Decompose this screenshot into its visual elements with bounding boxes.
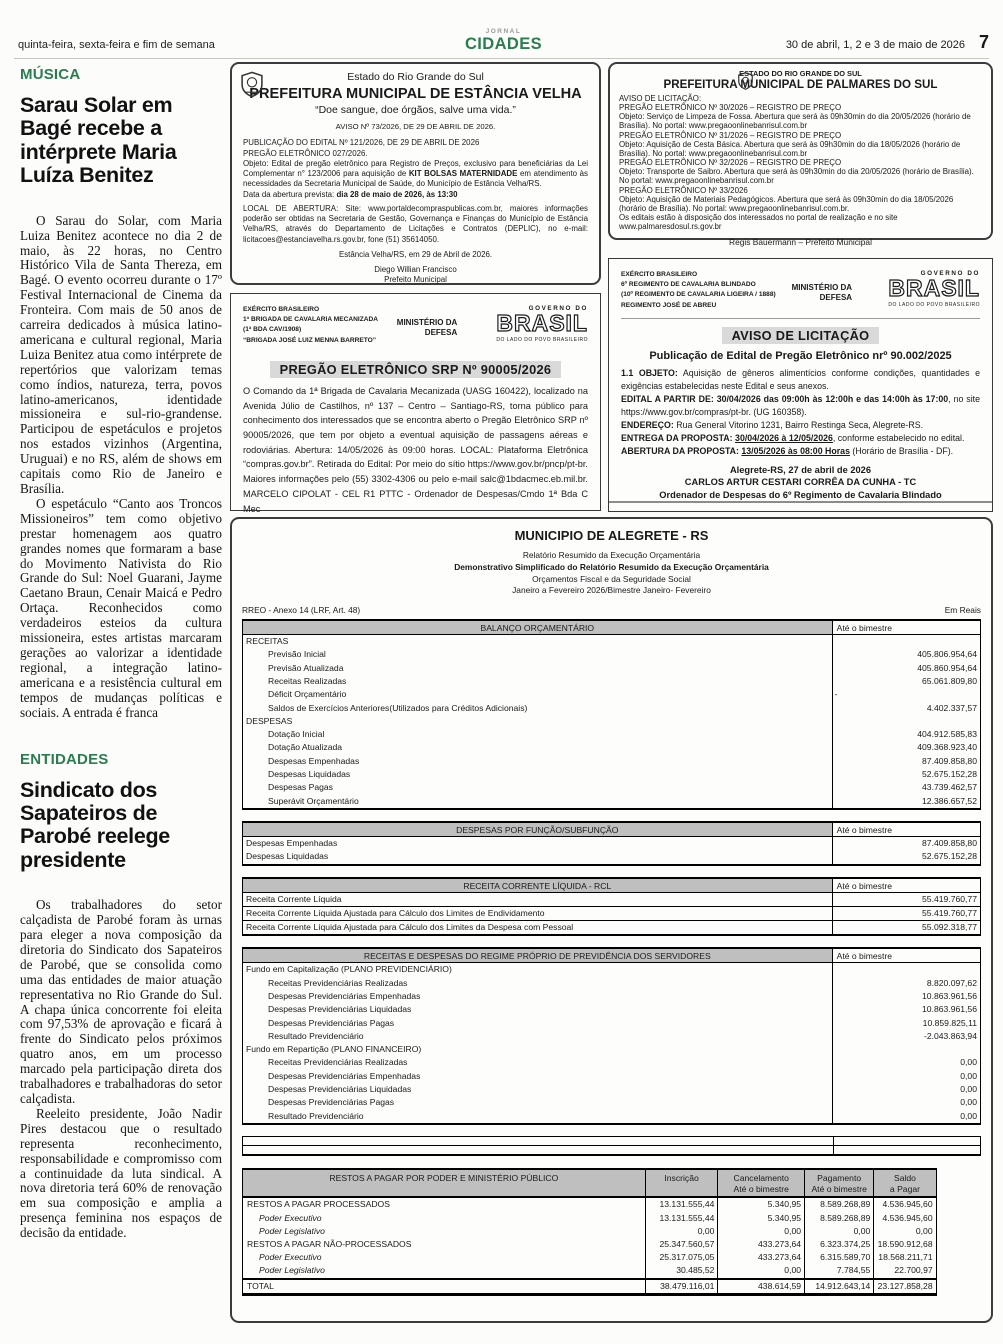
org-line: 6º REGIMENTO DE CAVALARIA BLINDADO: [621, 281, 756, 289]
aviso-line: AVISO Nº 73/2026, DE 29 DE ABRIL DE 2026.: [335, 122, 496, 132]
row-value: 87.409.858,80: [922, 837, 977, 848]
cell-pagamento: 6.323.374,25: [804, 1238, 873, 1251]
article-paragraph: O Sarau do Solar, com Maria Luiza Benitez acontece no dia 2 de maio, às 22 horas, no Centro Histórico Vila de Santa Thereza, em Bagé. O evento ocorreu durante o 17º Festival Internacional de Cinema da Fronteira. Com mais de 50 anos de carreira dedicados à música latino-americana e cultural regional, Maria Luiza Benitez atua como intérprete de repertórios que valorizam temas como índios, natureza, terra, povos latino-americanos, identidade missioneira e sul-rio-grandense. Participou de espetáculos e projetos nos estados vizinhos (Argentina, Uruguai) e no RS, além de shows em capitais como Rio de Janeiro e Brasília.: [20, 212, 222, 496]
row-value: 52.675.152,28: [922, 851, 977, 862]
rreo-report-alegrete: [230, 517, 993, 1323]
table-row: [243, 963, 980, 976]
row-label: RESTOS A PAGAR PROCESSADOS: [247, 1199, 390, 1210]
row-label: Receita Corrente Líquida: [243, 893, 833, 906]
row-label: Despesas Previdenciárias Empenhadas: [243, 1070, 833, 1083]
row-value: 0,00: [960, 1110, 977, 1121]
pregao-srp-title: PREGÃO ELETRÔNICO SRP Nº 90005/2026: [270, 361, 562, 378]
cell-inscricao: 13.131.555,44: [645, 1212, 718, 1225]
prefeitura-name: PREFEITURA MUNICIPAL DE PALMARES DO SUL: [663, 78, 938, 91]
cell-cancelamento: 5.340,95: [717, 1198, 804, 1211]
row-label: Despesas Liquidadas: [243, 850, 833, 863]
row-value: [833, 635, 980, 648]
row-value: [833, 715, 980, 728]
licitacao-line: PREGÃO ELETRÔNICO Nº 32/2026 – REGISTRO DE PREÇO: [619, 158, 842, 168]
col-line2: Até o bimestre: [811, 1183, 867, 1194]
table-row: [243, 755, 980, 768]
gov-top-line: GOVERNO DO: [528, 305, 588, 312]
cell-inscricao: 38.479.116,01: [645, 1280, 718, 1293]
row-label: TOTAL: [247, 1280, 274, 1291]
row-label: RECEITAS: [243, 635, 833, 648]
ministry-block: [792, 283, 852, 302]
table-header: [243, 947, 980, 963]
row-label: RESTOS A PAGAR NÃO-PROCESSADOS: [247, 1239, 412, 1250]
col-line1: Cancelamento: [733, 1172, 789, 1183]
table-row: [243, 728, 980, 741]
paragraph-underlined: 30/04/2026 à 12/05/2026: [735, 432, 833, 443]
row-label: Superávit Orçamentário: [243, 795, 833, 808]
table-row: [243, 990, 980, 1003]
cell-saldo: 18.568.211,71: [873, 1251, 935, 1264]
col-inscricao: [645, 1170, 718, 1196]
table-header-col: Até o bimestre: [836, 824, 892, 835]
state-line: Estado do Rio Grande do Sul: [347, 71, 484, 83]
table-header-col: Até o bimestre: [836, 623, 892, 634]
notice-exercito-brigada: [230, 293, 601, 514]
masthead: [18, 28, 989, 56]
paragraph-label: ABERTURA DA PROPOSTA:: [621, 445, 742, 456]
licitacao-line: PREGÃO ELETRÔNICO Nº 33/2026: [619, 185, 748, 195]
row-value: 404.912.585,83: [917, 729, 977, 740]
table-row: [243, 1278, 936, 1293]
signer-name: CARLOS ARTUR CESTARI CORRÊA DA CUNHA - TC: [684, 477, 917, 488]
row-label: Previsão Atualizada: [243, 662, 833, 675]
col-line1: Pagamento: [817, 1172, 862, 1183]
table-despesas-funcao: [242, 821, 981, 866]
aviso-licitacao-title: AVISO DE LICITAÇÃO: [722, 327, 880, 344]
data-abertura-line: [243, 190, 588, 200]
licitacao-line: Objeto: Serviço de Limpeza de Fossa. Abertura que será às 09h30min do dia 20/05/2026 (horário de Brasília). No portal: www.pregaoonlinebanrisul.com.br: [619, 112, 971, 131]
table-body: [243, 1198, 936, 1294]
row-label: Resultado Previdenciário: [243, 1110, 833, 1123]
paragraph-text: , conforme estabelecido no edital.: [832, 432, 965, 443]
row-label: Resultado Previdenciário: [243, 1030, 833, 1043]
table-row: [243, 688, 980, 701]
editorial-column: [20, 66, 222, 1241]
row-label: Saldos de Exercícios Anteriores(Utilizados para Créditos Adicionais): [243, 702, 833, 715]
brasil-wordmark: BRASIL: [496, 310, 588, 336]
article-paragraph: Reeleito presidente, João Nadir Pires destacou que o resultado representa reconhecimento, responsabilidade e compromisso com a continuidade da luta sindical. A nova diretoria terá 60% de renovação em sua composição e amplia a presença feminina nos espaços de decisão da entidade.: [20, 1105, 222, 1241]
row-label: Despesas Previdenciárias Pagas: [243, 1017, 833, 1030]
row-value: 4.402.337,57: [926, 702, 977, 713]
row-label: Fundo em Repartição (PLANO FINANCEIRO): [243, 1043, 833, 1056]
table-header: [243, 877, 980, 893]
org-line: (1ª BDA CAV/1908): [243, 326, 302, 334]
objeto-line: [243, 159, 588, 190]
licitacao-line: Objeto: Aquisição de Cesta Básica. Abertura que será às 09h30min do dia 18/05/2026 (horário de Brasília). No portal: www.pregaoonlinebanrisul.com.br: [619, 139, 961, 158]
row-value: 0,00: [960, 1057, 977, 1068]
paragraph-label: ENTREGA DA PROPOSTA:: [621, 432, 736, 443]
cell-inscricao: 0,00: [645, 1225, 718, 1238]
table-previdencia: [242, 947, 981, 1125]
row-label: Despesas Empenhadas: [243, 837, 833, 850]
data-abertura-value: dia 28 de maio de 2026, às 13:30: [336, 189, 458, 199]
gov-top-line: GOVERNO DO: [920, 270, 980, 277]
col-line2: Até o bimestre: [733, 1183, 789, 1194]
table-restos-a-pagar: [242, 1168, 937, 1296]
table-header-col: Até o bimestre: [836, 880, 892, 891]
table-row: [243, 1212, 936, 1225]
cell-cancelamento: 433.273,64: [717, 1238, 804, 1251]
row-value: 0,00: [960, 1084, 977, 1095]
row-label: Poder Executivo: [259, 1252, 322, 1263]
row-label: Despesas Previdenciárias Empenhadas: [243, 990, 833, 1003]
col-saldo: [873, 1170, 935, 1196]
table-row: [243, 1070, 980, 1083]
edition-date: 30 de abril, 1, 2 e 3 de maio de 2026: [785, 39, 965, 51]
article-paragraph: Os trabalhadores do setor calçadista de Parobé foram às urnas para eleger a nova composição da diretoria do Sindicato dos Sapateiros de Parobé, que se consolida como uma das entidades de maior atuação representativa no Rio Grande do Sul. A chapa única concorrente foi eleita com 97,53% de aprovação e ficará à frente do Sindicato pelos próximos quatro anos, em um processo marcado pela participação direta dos trabalhadores e trabalhadoras do setor calçadista.: [20, 897, 222, 1106]
cell-saldo: 23.127.858,28: [873, 1280, 935, 1293]
table-row: [243, 1198, 936, 1211]
cell-saldo: 18.590.912,68: [873, 1238, 935, 1251]
table-row: [243, 662, 980, 675]
table-header-label: BALANÇO ORÇAMENTÁRIO: [243, 621, 833, 634]
row-value: 10.863.961,56: [922, 1004, 977, 1015]
army-org-block: [621, 270, 776, 311]
cell-cancelamento: 438.614,59: [717, 1280, 804, 1293]
row-value: 12.386.657,52: [922, 795, 977, 806]
data-abertura-label: Data da abertura prevista:: [243, 189, 337, 199]
table-row: [243, 1056, 980, 1069]
org-line: (10º REGIMENTO DE CAVALARIA LIGEIRA / 1888): [621, 291, 776, 299]
signer-title: Ordenador de Despesas do 6º Regimento de Cavalaria Blindado: [659, 489, 942, 500]
paragraph-text: (Horário de Brasília - DF).: [849, 445, 954, 456]
table-row: [243, 1264, 936, 1277]
state-line: ESTADO DO RIO GRANDE DO SUL: [739, 69, 862, 78]
paragraph-text: , no site https://www.gov.br/compras/pt-br. (UG 160358).: [621, 393, 980, 417]
edition-days: quinta-feira, sexta-feira e fim de semana: [18, 39, 215, 51]
ministry-line2: DEFESA: [424, 327, 458, 337]
cell-cancelamento: 433.273,64: [717, 1251, 804, 1264]
cell-inscricao: 30.485,52: [645, 1264, 718, 1277]
row-label: Receitas Previdenciárias Realizadas: [243, 1056, 833, 1069]
row-value: 43.739.462,57: [922, 782, 977, 793]
table-row: [243, 850, 980, 863]
row-label: Poder Legislativo: [259, 1265, 325, 1276]
pregao-srp-body: O Comando da 1ª Brigada de Cavalaria Mecanizada (UASG 160422), localizado na Avenida Júlio de Castilhos, nº 137 – Centro – Santiago-RS, torna público para conhecimento dos interessados que se encontra aberto o Pregão Eletrônico SRP nº 90005/2026, que tem por objeto a eventual aquisição de passagens aéreas e rodoviárias. Abertura: 14/05/2026 às 09:00 horas. LOCAL: Plataforma Eletrônica “compras.gov.br”. Retirada do Edital: Por meio do sítio https://www.gov.br/pncp/pt-br. Maiores informações pelo (55) 3302-4306 ou pelo e-mail salc@1bdacmec.eb.mil.br. MARCELO CIPOLAT - CEL R1 PTTC - Ordenador de Despesas/Cmdo 1ª Bda C Mec: [243, 385, 588, 514]
logo-kicker: JORNAL: [485, 28, 522, 35]
report-meta: [242, 605, 981, 615]
paragraph-label: 1.1 OBJETO:: [621, 368, 678, 379]
table-header: [243, 1168, 936, 1198]
table-row: [243, 635, 980, 648]
paragraph-label: EDITAL A PARTIR DE: 30/04/2026 das 09:00h às 12:00h e das 14:00h às 17:00: [621, 393, 949, 404]
slogan: “Doe sangue, doe órgãos, salve uma vida.”: [315, 103, 516, 116]
cell-inscricao: 13.131.555,44: [645, 1198, 718, 1211]
signer-title: Prefeito Municipal: [384, 275, 447, 285]
row-value: 55.419.760,77: [922, 907, 977, 918]
army-org-block: [243, 305, 378, 346]
table-row: [243, 1003, 980, 1016]
table-header-label: RESTOS A PAGAR POR PODER E MINISTÉRIO PÚBLICO: [329, 1172, 559, 1183]
signature-block: [243, 265, 588, 286]
governo-brasil-logo: [868, 270, 980, 308]
section-label-entidades: ENTIDADES: [20, 750, 109, 768]
pregao-line: PREGÃO ELETRÔNICO 027/2026.: [243, 148, 368, 158]
table-row: [243, 1225, 936, 1238]
table-row: [243, 1043, 980, 1056]
cell-cancelamento: 0,00: [717, 1264, 804, 1277]
notice-palmares: [608, 62, 993, 248]
row-label: Despesas Previdenciárias Liquidadas: [243, 1083, 833, 1096]
table-row: [243, 1238, 936, 1251]
licitacao-line: AVISO DE LICITAÇÃO:: [619, 94, 702, 103]
row-value: 10.863.961,56: [922, 991, 977, 1001]
licitacao-lines: [619, 94, 982, 231]
org-line: REGIMENTO JOSÉ DE ABREU: [621, 301, 717, 309]
col-line2: a Pagar: [889, 1183, 921, 1194]
cell-pagamento: 8.589.268,89: [804, 1198, 873, 1211]
objeto-text-post: em atendimento às necessidades da Secretaria Municipal de Saúde, do Município de Estância Velha/RS.: [243, 169, 588, 189]
cell-pagamento: 14.912.643,14: [804, 1280, 873, 1293]
row-value: -: [834, 689, 838, 700]
table-balanco-orcamentario: [242, 619, 981, 810]
cell-saldo: 0,00: [873, 1225, 935, 1238]
edital-paragraphs: [621, 367, 980, 457]
org-line: EXÉRCITO BRASILEIRO: [243, 306, 320, 313]
signer-name: Diego Willian Francisco: [374, 265, 457, 275]
table-rcl: [242, 877, 981, 937]
paragraph-text: Aquisição de gêneros alimentícios conforme condições, quantidades e exigências estabelecidas neste Edital e seus anexos.: [621, 368, 980, 392]
row-value: 65.061.809,80: [922, 675, 977, 686]
page-number: 7: [978, 32, 989, 52]
row-label: Receitas Previdenciárias Realizadas: [243, 977, 833, 990]
edital-paragraph: [621, 367, 980, 393]
col-line1: Saldo: [893, 1172, 916, 1183]
brasil-wordmark: BRASIL: [888, 275, 980, 301]
table-row: [243, 702, 980, 715]
row-label: Receitas Realizadas: [243, 675, 833, 688]
row-label: Fundo em Capitalização (PLANO PREVIDENCIÁRIO): [243, 963, 833, 976]
row-value: 52.675.152,28: [922, 769, 977, 780]
row-value: 55.419.760,77: [922, 893, 977, 904]
footer-bar: [609, 501, 992, 503]
empty-table-stub: [242, 1136, 981, 1156]
palmares-crest-icon: [738, 72, 753, 90]
table-body: [243, 635, 980, 810]
publicacao-line: PUBLICAÇÃO DO EDITAL Nº 121/2026, DE 29 DE ABRIL DE 2026: [243, 138, 480, 148]
logo-title: CIDADES: [464, 35, 543, 53]
signature-block: [621, 464, 980, 502]
row-label: Dotação Inicial: [243, 728, 833, 741]
row-label: Dotação Atualizada: [243, 741, 833, 754]
edital-paragraph: [621, 445, 980, 458]
org-line: “BRIGADA JOSÉ LUIZ MENNA BARRETO”: [243, 336, 377, 344]
gov-slogan: DO LADO DO POVO BRASILEIRO: [888, 302, 980, 308]
cell-inscricao: 25.317.075,05: [645, 1251, 718, 1264]
row-value: 87.409.858,80: [922, 755, 977, 766]
col-line1: Inscrição: [664, 1172, 699, 1183]
licitacao-line: PREGÃO ELETRÔNICO Nº 31/2026 – REGISTRO DE PREÇO: [619, 130, 842, 140]
row-value: 55.092.318,77: [922, 922, 977, 933]
cell-pagamento: 6.315.589,70: [804, 1251, 873, 1264]
paragraph-text: Rua General Vitorino 1231, Bairro Restinga Seca, Alegrete-RS.: [673, 419, 924, 430]
edital-paragraph: [621, 393, 980, 419]
currency-label: Em Reais: [944, 605, 981, 616]
report-subtitle-bold: Demonstrativo Simplificado do Relatório Resumido da Execução Orçamentária: [454, 561, 769, 572]
row-value: 405.860.954,64: [917, 662, 977, 673]
governo-brasil-logo: [476, 305, 588, 343]
report-scope: Orçamentos Fiscal e da Seguridade Social: [532, 573, 691, 584]
row-label: Receita Corrente Líquida Ajustada para Cálculo dos Limites de Endividamento: [243, 907, 833, 920]
table-header-label: RECEITA CORRENTE LÍQUIDA - RCL: [243, 879, 833, 892]
table-row: [243, 795, 980, 808]
notice-estancia-velha: [230, 62, 601, 285]
table-row: [243, 1083, 980, 1096]
table-row: [243, 977, 980, 990]
report-period: Janeiro a Fevereiro 2026/Bimestre Janeiro- Fevereiro: [512, 585, 711, 596]
prefeitura-name: PREFEITURA MUNICIPAL DE ESTÂNCIA VELHA: [249, 85, 582, 102]
row-value: [833, 963, 980, 976]
table-row: [243, 741, 980, 754]
table-row: [243, 921, 980, 934]
table-row: [243, 768, 980, 781]
cell-inscricao: 25.347.560,57: [645, 1238, 718, 1251]
row-label: Poder Executivo: [259, 1212, 322, 1223]
estancia-crest-icon: [241, 71, 263, 98]
table-header-label: RECEITAS E DESPESAS DO REGIME PRÓPRIO DE PREVIDÊNCIA DOS SERVIDORES: [243, 949, 833, 962]
table-header: [243, 821, 980, 837]
cell-cancelamento: 5.340,95: [717, 1212, 804, 1225]
report-subtitle: Relatório Resumido da Execução Orçamentária: [522, 550, 701, 560]
article-title-sindicato: Sindicato dos Sapateiros de Parobé reelege presidente: [20, 777, 170, 872]
ministry-block: [397, 318, 457, 337]
army-header: [243, 305, 588, 346]
col-cancelamento: [717, 1170, 804, 1196]
local-abertura-line: LOCAL DE ABERTURA: Site: www.portaldecompraspublicas.com.br, maiores informações poderão ser obtidas na Secretaria de Gestão, Governança e Finanças do Município de Estância Velha/RS, através do Departamento de Licitações e Contratos (DEPLIC), no e-mail: licitacoes@estanciavelha.rs.gov.br, fone (51) 35614050.: [243, 203, 588, 244]
row-value: [833, 1043, 980, 1056]
table-row: [243, 1251, 936, 1264]
city-date-line: Alegrete-RS, 27 de abril de 2026: [729, 464, 872, 475]
row-label: Despesas Previdenciárias Liquidadas: [243, 1003, 833, 1016]
table-row: [243, 675, 980, 688]
licitacao-line: Objeto: Aquisição de Materiais Pedagógicos. Abertura que será às 09h30min do dia 18/05/2026 (horário de Brasília). No portal: www.pregaoonlinebanrisul.com.br.: [619, 194, 954, 213]
col-pagamento: [804, 1170, 873, 1196]
row-label: Despesas Previdenciárias Pagas: [243, 1096, 833, 1109]
newspaper-logo: [465, 28, 542, 54]
edital-subtitle: Publicação de Edital de Pregão Eletrônico nrº 90.002/2025: [649, 350, 952, 363]
licitacao-line: PREGÃO ELETRÔNICO Nº 30/2026 – REGISTRO DE PREÇO: [619, 103, 842, 113]
notice-exercito-regimento: [608, 258, 993, 512]
row-value: -2.043.863,94: [923, 1030, 977, 1041]
army-header: [621, 270, 980, 311]
table-row: [243, 1030, 980, 1043]
edital-paragraph: [621, 419, 980, 432]
divider-bar: [621, 318, 980, 319]
paragraph-label: ENDEREÇO:: [621, 419, 674, 430]
row-label: Despesas Liquidadas: [243, 768, 833, 781]
ministry-line1: MINISTÉRIO DA: [396, 318, 458, 327]
row-label: Previsão Inicial: [243, 648, 833, 661]
table-body: [243, 837, 980, 866]
licitacao-line: Os editais estão à disposição dos interessados no portal de realização e no site www.palmaresdosul.rs.gov.br: [619, 213, 898, 232]
objeto-text: Objeto: Edital de pregão eletrônico para Registro de Preços, exclusivo para beneficiárias da Lei Complementar n° 123/2006 para aquisição de: [243, 158, 588, 179]
cell-cancelamento: 0,00: [717, 1225, 804, 1238]
table-row: [243, 1017, 980, 1030]
row-value: 10.859.825,11: [922, 1017, 977, 1028]
org-line: 1ª BRIGADA DE CAVALARIA MECANIZADA: [243, 316, 379, 324]
ministry-line2: DEFESA: [819, 292, 853, 302]
table-row: [243, 781, 980, 794]
row-value: 409.368.923,40: [917, 742, 977, 753]
row-label: Déficit Orçamentário: [243, 688, 833, 701]
row-label: Despesas Pagas: [243, 781, 833, 794]
table-row: [243, 837, 980, 850]
org-line: EXÉRCITO BRASILEIRO: [621, 271, 698, 278]
anexo-label: RREO - Anexo 14 (LRF, Art. 48): [242, 605, 361, 616]
gov-slogan: DO LADO DO POVO BRASILEIRO: [496, 337, 588, 343]
row-value: 0,00: [960, 1097, 977, 1108]
table-row: [243, 1110, 980, 1123]
cell-pagamento: 7.784,55: [804, 1264, 873, 1277]
table-row: [243, 907, 980, 921]
cell-saldo: 4.536.945,60: [873, 1212, 935, 1225]
paragraph-underlined: 13/05/2026 às 08:00 Horas: [741, 445, 850, 456]
table-row: [243, 715, 980, 728]
table-row: [243, 893, 980, 907]
row-label: Receita Corrente Líquida Ajustada para Cálculo dos Limites da Despesa com Pessoal: [243, 921, 833, 934]
edital-paragraph: [621, 432, 980, 445]
licitacao-line: Objeto: Transporte de Saibro. Abertura que será às 09h30min do dia 20/05/2026 (horário de Brasília). No portal: www.pregaoonlinebanrisul.com.br: [619, 167, 974, 186]
cell-pagamento: 8.589.268,89: [804, 1212, 873, 1225]
row-label: Despesas Empenhadas: [243, 755, 833, 768]
table-header-label: DESPESAS POR FUNÇÃO/SUBFUNÇÃO: [243, 823, 833, 836]
row-value: 405.806.954,64: [917, 649, 977, 660]
row-value: 8.820.097,62: [926, 977, 977, 988]
city-date-line: Estância Velha/RS, em 29 de Abril de 2026.: [338, 249, 493, 259]
row-value: 0,00: [960, 1070, 977, 1081]
table-body: [243, 963, 980, 1125]
cell-saldo: 4.536.945,60: [873, 1198, 935, 1211]
table-row: [243, 648, 980, 661]
section-label-musica: MÚSICA: [20, 66, 81, 83]
article-title-sarau: Sarau Solar em Bagé recebe a intérprete Maria Luíza Benitez: [20, 93, 177, 188]
row-label: DESPESAS: [243, 715, 833, 728]
table-row: [243, 1096, 980, 1109]
cell-saldo: 22.700,97: [873, 1264, 935, 1277]
masthead-divider: [14, 58, 989, 59]
signer-line: Regis Bauermann – Prefeito Municipal: [729, 237, 872, 248]
cell-pagamento: 0,00: [804, 1225, 873, 1238]
municipality-title: MUNICIPIO DE ALEGRETE - RS: [514, 528, 709, 543]
objeto-bold: KIT BOLSAS MATERNIDADE: [408, 169, 518, 179]
table-header: [243, 619, 980, 635]
ministry-line1: MINISTÉRIO DA: [791, 283, 853, 292]
row-label: Poder Legislativo: [259, 1225, 325, 1236]
table-header-col: Até o bimestre: [836, 951, 892, 962]
article-paragraph: O espetáculo “Canto aos Troncos Missioneiros” tem como objetivo prestar homenagem aos quatro grandes nomes que formaram a base do Movimento Nativista do Rio Grande do Sul: Noel Guarani, Jayme Caetano Braun, Cenair Maicá e Pedro Ortaça. Reconhecidos como verdadeiros esteios da cultura missioneira, estes artistas marcaram gerações ao valorizar a identidade regional, a integração latino-americana e a resistência cultural em tempos de mudanças políticas e sociais. A entrada é franca: [20, 495, 222, 720]
table-body: [243, 893, 980, 937]
